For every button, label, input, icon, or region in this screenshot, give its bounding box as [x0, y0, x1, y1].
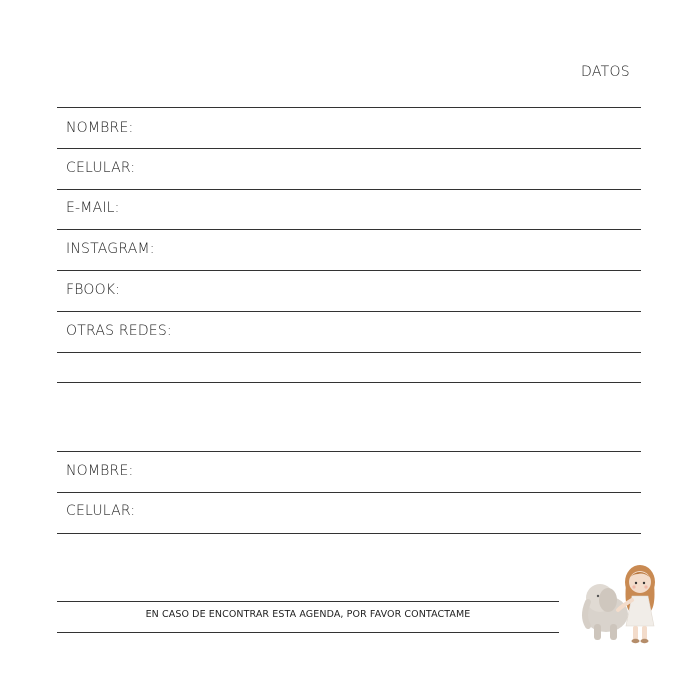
divider — [57, 189, 641, 190]
notice-top-line — [57, 601, 559, 602]
divider — [57, 311, 641, 312]
page-title: DATOS — [581, 64, 630, 80]
notice-bottom-line — [57, 632, 559, 633]
divider — [57, 533, 641, 534]
divider — [57, 492, 641, 493]
elephant-girl-illustration — [578, 556, 668, 648]
divider — [57, 148, 641, 149]
field-label-email: E-MAIL: — [66, 200, 120, 216]
field-label-otras-redes: OTRAS REDES: — [66, 323, 172, 339]
field-label-celular: CELULAR: — [66, 160, 136, 176]
divider — [57, 270, 641, 271]
field-label-nombre: NOMBRE: — [66, 120, 134, 136]
field-label-nombre-2: NOMBRE: — [66, 463, 134, 479]
field-label-celular-2: CELULAR: — [66, 503, 136, 519]
notice-text: EN CASO DE ENCONTRAR ESTA AGENDA, POR FAVOR CONTACTAME — [145, 609, 471, 620]
divider — [57, 229, 641, 230]
divider — [57, 352, 641, 353]
divider — [57, 107, 641, 108]
field-label-fbook: FBOOK: — [66, 282, 121, 298]
divider — [57, 451, 641, 452]
divider — [57, 382, 641, 383]
field-label-instagram: INSTAGRAM: — [66, 241, 155, 257]
